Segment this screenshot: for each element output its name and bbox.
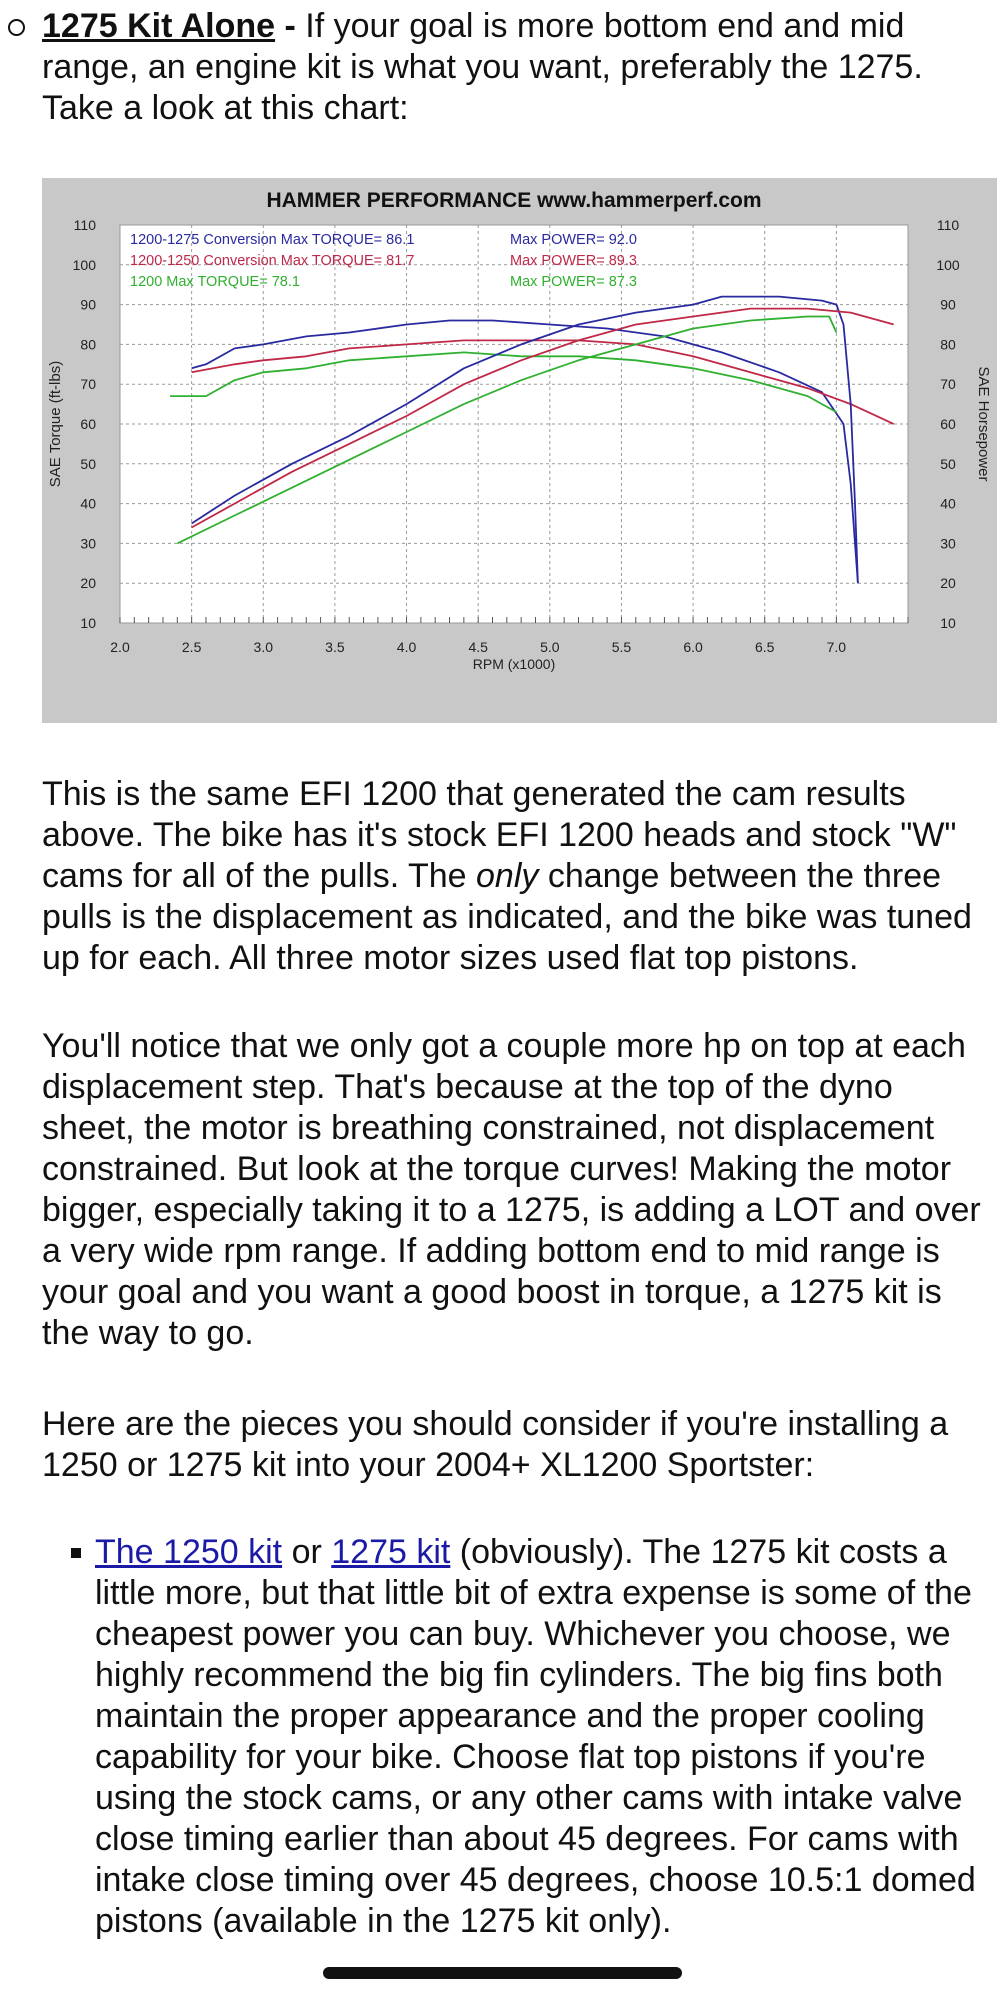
y-tick-label-left: 30 [80, 535, 96, 552]
y-tick-label-right: 100 [936, 256, 960, 273]
y-tick-label-left: 10 [80, 615, 96, 631]
y-axis-label-right: SAE Horsepower [975, 366, 992, 482]
y-tick-label-left: 50 [80, 455, 96, 472]
dyno-chart-svg [42, 178, 997, 723]
y-tick-label-left: 20 [80, 575, 96, 592]
y-tick-label-right: 50 [940, 455, 956, 472]
pieces-paragraph: Here are the pieces you should consider if you're installing a 1250 or 1275 kit into your 2004+ XL1200 Sportster: [42, 1405, 949, 1484]
y-tick-label-right: 80 [940, 336, 956, 353]
emphasis-only: only [476, 857, 539, 895]
efi-paragraph [42, 774, 992, 979]
link-separator: or [282, 1533, 332, 1571]
y-tick-label-left: 80 [80, 336, 96, 353]
y-tick-label-right: 70 [940, 376, 956, 393]
x-tick-label: 6.5 [754, 639, 775, 655]
bullet-circle-icon [8, 19, 25, 36]
x-tick-label: 7.0 [826, 639, 847, 655]
y-tick-label-right: 20 [940, 575, 956, 592]
y-tick-label-left: 90 [80, 296, 96, 313]
y-tick-label-right: 90 [940, 296, 956, 313]
x-tick-label: 4.5 [468, 639, 488, 655]
intro-paragraph [42, 6, 982, 129]
x-tick-label: 4.0 [396, 639, 417, 655]
x-tick-label: 3.5 [325, 639, 345, 655]
heading-dash: - [275, 7, 306, 45]
intro-text: If your goal is more bottom end and mid range, an engine kit is what you want, preferably the 1275. Take a look at this chart: [42, 7, 923, 127]
home-indicator[interactable] [323, 1967, 682, 1979]
y-tick-label-left: 70 [80, 376, 96, 393]
x-tick-label: 5.5 [611, 639, 632, 655]
legend-power: Max POWER= 92.0 [510, 232, 637, 248]
x-tick-label: 6.0 [683, 639, 703, 655]
list-item-text: (obviously). The 1275 kit costs a little more, but that little bit of extra expense is some of the cheapest power you can buy. Whichever you choose, we highly recommend the big fin cylinders. The big fins both maintain the proper appearance and the proper cooling capability for your bike. Choose flat top pistons if you're using the stock cams, or any other cams with intake valve close timing earlier than about 45 degrees. For cams with intake close timing over 45 degrees, choose 10.5:1 domed pistons (available in the 1275 kit only). [95, 1533, 976, 1940]
dyno-chart [42, 178, 997, 723]
y-tick-label-left: 60 [80, 416, 96, 432]
y-tick-label-left: 40 [80, 495, 96, 512]
efi-text-after: change between the three pulls is the displacement as indicated, and the bike was tuned up for each. All three motor sizes used flat top pistons. [42, 857, 972, 977]
y-tick-label-right: 110 [936, 217, 960, 233]
chart-title: HAMMER PERFORMANCE www.hammerperf.com [266, 189, 762, 212]
legend-power: Max POWER= 89.3 [510, 253, 637, 269]
y-tick-label-right: 40 [940, 495, 956, 512]
x-tick-label: 2.5 [181, 639, 202, 655]
link-1275-kit[interactable]: 1275 kit [331, 1533, 451, 1571]
section-heading: 1275 Kit Alone [42, 7, 276, 45]
notice-paragraph: You'll notice that we only got a couple more hp on top at each displacement step. That's because at the top of the dyno sheet, the motor is breathing constrained, not displacement constrained. But look at the torque curves! Making the motor bigger, especially taking it to a 1275, is adding a LOT and over a very wide rpm range. If adding bottom end to mid range is your goal and you want a good boost in torque, a 1275 kit is the way to go. [42, 1027, 981, 1352]
y-tick-label-left: 110 [73, 217, 96, 233]
legend-entry: 1200 Max TORQUE= 78.1 [130, 274, 300, 290]
list-item [95, 1532, 990, 1942]
y-tick-label-right: 10 [940, 615, 956, 631]
legend-entry: 1200-1250 Conversion Max TORQUE= 81.7 [130, 253, 415, 269]
y-tick-label-left: 100 [72, 256, 96, 273]
link-1250-kit[interactable]: The 1250 kit [95, 1533, 283, 1571]
y-tick-label-right: 60 [940, 416, 956, 432]
x-tick-label: 3.0 [253, 639, 274, 655]
y-axis-label-left: SAE Torque (ft-lbs) [47, 360, 64, 488]
efi-text-before: This is the same EFI 1200 that generated the cam results above. The bike has it's stock EFI 1200 heads and stock "W" cams for all of the pulls. The [42, 775, 957, 895]
x-tick-label: 2.0 [110, 639, 130, 655]
y-tick-label-right: 30 [940, 535, 956, 552]
x-tick-label: 5.0 [540, 639, 560, 655]
bullet-square-icon [71, 1548, 81, 1558]
legend-power: Max POWER= 87.3 [510, 274, 637, 290]
legend-entry: 1200-1275 Conversion Max TORQUE= 86.1 [130, 232, 415, 248]
x-axis-label: RPM (x1000) [472, 656, 556, 672]
